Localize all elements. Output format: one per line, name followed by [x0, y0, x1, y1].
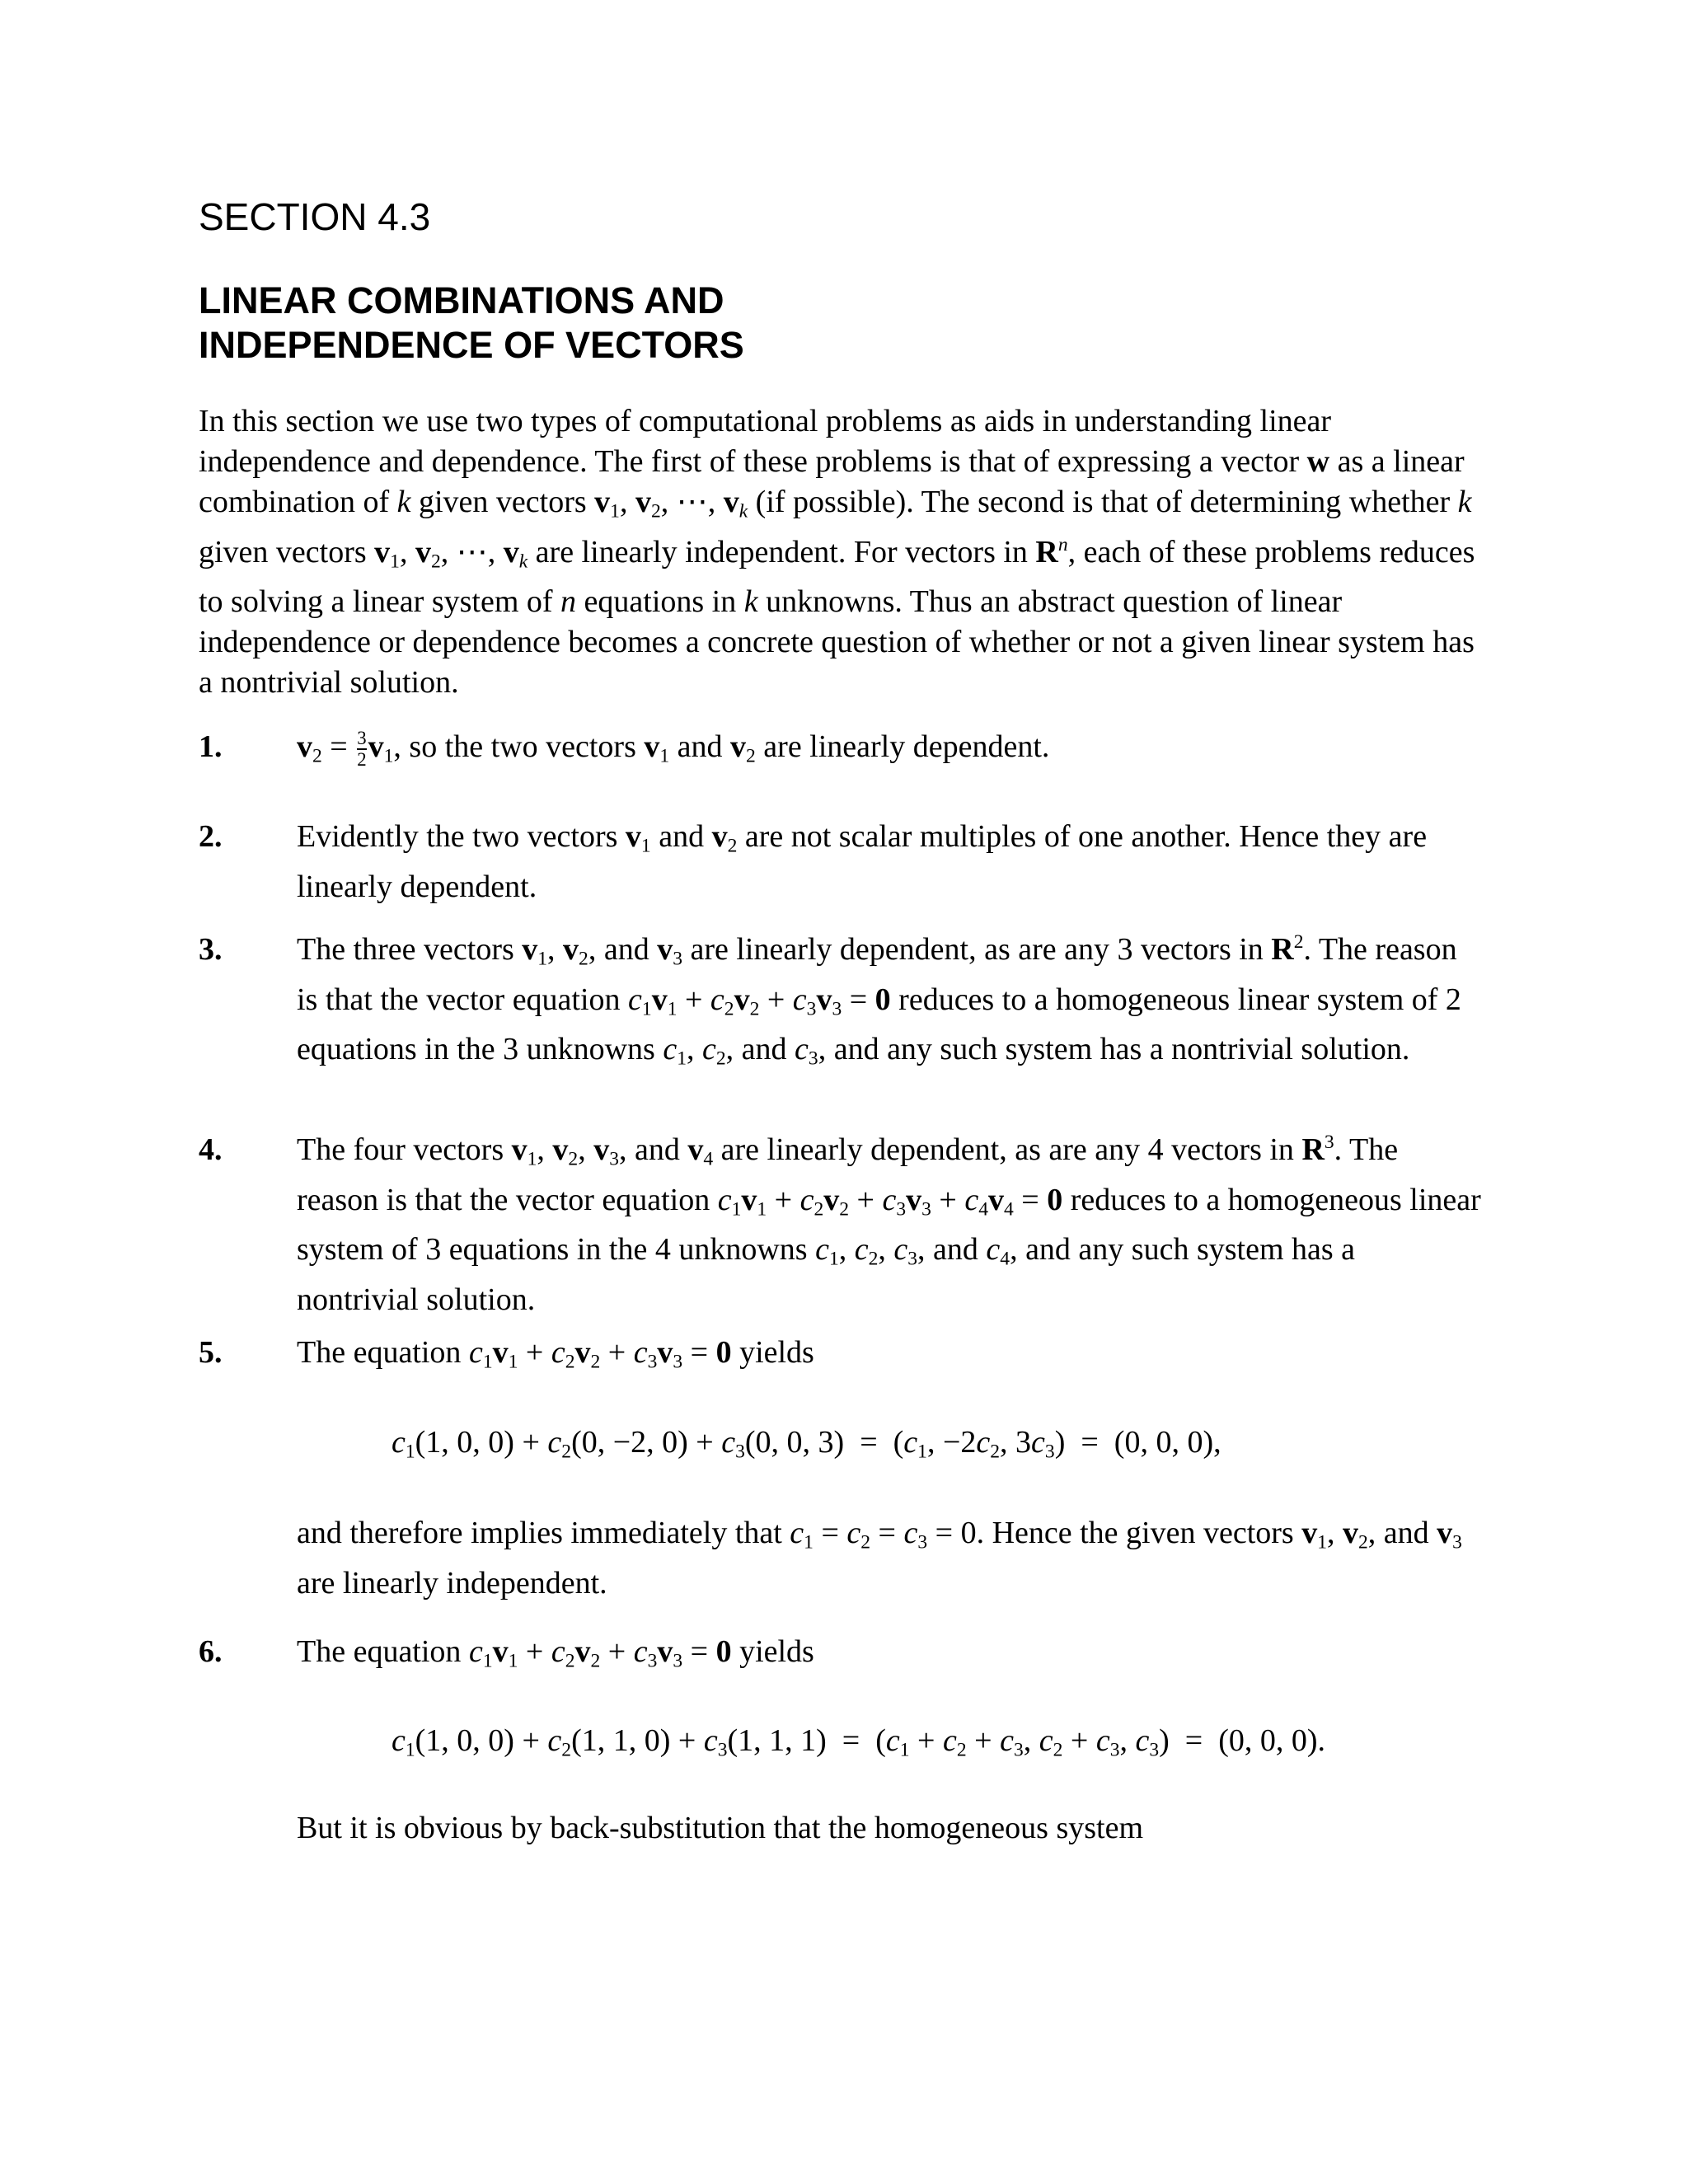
problem-text: Evidently the two vectors $v_1$ and $v_2$ are not scalar multiples of one another. Hence they are linearly dependent.	[297, 819, 1428, 904]
title-line-1: LINEAR COMBINATIONS AND	[199, 279, 724, 321]
problem-text: The four vectors $v_1$, $v_2$, $v_3$, and $v_4$ are linearly dependent, as are any 4 vectors in $R^3$. The reason is that the vector equation $c_1v_1 + c_2v_2 + c_3v_3 + c_4v_4 = 0$ reduces to a homogeneous linear system of 3 equations in the 4 unknowns $c_1$, $c_2$, $c_3$, and $c_4$, and any such system has a nontrivial solution.	[297, 1131, 1481, 1317]
problem-text: But it is obvious by back-substitution that the homogeneous system	[297, 1811, 1144, 1845]
problem-number: 5.	[199, 1335, 223, 1370]
problem-text: The equation $c_1v_1 + c_2v_2 + c_3v_3 = 0$ yields	[297, 1335, 814, 1373]
problem-text: The equation $c_1v_1 + c_2v_2 + c_3v_3 = 0$ yields	[297, 1634, 814, 1672]
problem-number: 3.	[199, 932, 223, 967]
problem-number: 6.	[199, 1634, 223, 1669]
equation-5: $c_1(1$, 0, $0) + c_2(0$, −2, $0) + c_3(0$, 0, $3) = (c_1$, $-2c_2$, $3c_3) = (0$, 0, 0),	[392, 1425, 1221, 1463]
section-label: SECTION 4.3	[199, 195, 431, 238]
problem-text: $v_2$ = $\frac{3}{2}$ $v_1$, so the two vectors $v_1$ and $v_2$ are linearly dependent.	[297, 728, 1050, 771]
problem-text: and therefore implies immediately that $c_1 = c_2 = c_3 = 0$. Hence the given vectors $v_1$, $v_2$, and $v_3$ are linearly independent.	[297, 1516, 1462, 1601]
problem-number: 1.	[199, 729, 223, 764]
problem-text: The three vectors $v_1$, $v_2$, and $v_3$ are linearly dependent, as are any 3 vectors in $R^2$. The reason is that the vector equation $c_1v_1 + c_2v_2 + c_3v_3 = 0$ reduces to a homogeneous linear system of 2 equations in the 3 unknowns $c_1$, $c_2$, and $c_3$, and any such system has a nontrivial solution.	[297, 930, 1461, 1070]
title-line-2: INDEPENDENCE OF VECTORS	[199, 324, 744, 366]
problem-number: 4.	[199, 1132, 223, 1167]
section-title	[199, 279, 744, 368]
equation-6: $c_1(1$, 0, $0) + c_2(1$, 1, $0) + c_3(1$, 1, $1) = (c_1 + c_2 + c_3$, $c_2 + c_3$, $c_3) = (0$, 0, 0).	[392, 1723, 1326, 1761]
problem-number: 2.	[199, 819, 223, 854]
intro-paragraph: In this section we use two types of computational problems as aids in understanding linear independence and dependence. The first of these problems is that of expressing a vector w as a linear combination of k given vectors $v_1$, $v_2$, ⋯, $v_k$ (if possible). The second is that of determining whether k given vectors $v_1$, $v_2$, ⋯, $v_k$ are linearly independent. For vectors in $R^n$, each of these problems reduces to solving a linear system of n equations in k unknowns. Thus an abstract question of linear independence or dependence becomes a concrete question of whether or not a given linear system has a nontrivial solution.	[199, 404, 1475, 701]
